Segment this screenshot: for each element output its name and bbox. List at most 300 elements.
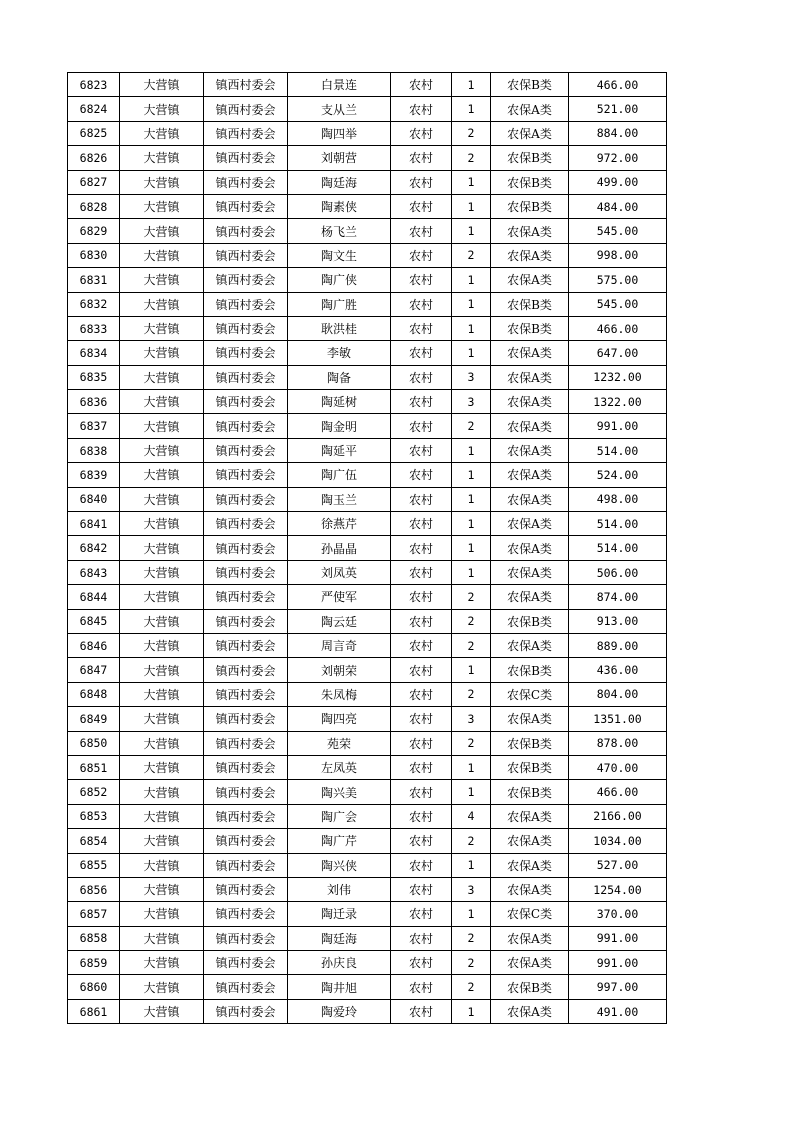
person-count-cell: 1 (452, 268, 491, 292)
town-cell: 大营镇 (120, 951, 204, 975)
table-row (68, 146, 667, 170)
insurance-class-cell: 农保A类 (491, 414, 569, 438)
person-count-cell: 2 (452, 609, 491, 633)
person-count-cell: 2 (452, 731, 491, 755)
household-type-cell: 农村 (391, 365, 452, 389)
town-cell: 大营镇 (120, 853, 204, 877)
amount-cell: 1322.00 (569, 390, 667, 414)
row-number: 6823 (68, 73, 120, 97)
village-cell: 镇西村委会 (204, 121, 288, 145)
household-type-cell: 农村 (391, 512, 452, 536)
table-row (68, 438, 667, 462)
person-count-cell: 1 (452, 658, 491, 682)
table-row (68, 292, 667, 316)
row-number: 6852 (68, 780, 120, 804)
town-cell: 大营镇 (120, 902, 204, 926)
name-cell: 陶玉兰 (288, 487, 391, 511)
insurance-class-cell: 农保B类 (491, 170, 569, 194)
row-number: 6825 (68, 121, 120, 145)
amount-cell: 370.00 (569, 902, 667, 926)
person-count-cell: 1 (452, 463, 491, 487)
town-cell: 大营镇 (120, 121, 204, 145)
household-type-cell: 农村 (391, 926, 452, 950)
table-row (68, 73, 667, 97)
table-row (68, 316, 667, 340)
person-count-cell: 1 (452, 487, 491, 511)
person-count-cell: 4 (452, 804, 491, 828)
village-cell: 镇西村委会 (204, 292, 288, 316)
amount-cell: 498.00 (569, 487, 667, 511)
village-cell: 镇西村委会 (204, 97, 288, 121)
village-cell: 镇西村委会 (204, 829, 288, 853)
row-number: 6848 (68, 682, 120, 706)
household-type-cell: 农村 (391, 341, 452, 365)
insurance-class-cell: 农保A类 (491, 633, 569, 657)
amount-cell: 484.00 (569, 194, 667, 218)
amount-cell: 514.00 (569, 438, 667, 462)
town-cell: 大营镇 (120, 292, 204, 316)
person-count-cell: 1 (452, 194, 491, 218)
row-number: 6830 (68, 243, 120, 267)
village-cell: 镇西村委会 (204, 316, 288, 340)
person-count-cell: 1 (452, 316, 491, 340)
amount-cell: 466.00 (569, 73, 667, 97)
person-count-cell: 1 (452, 780, 491, 804)
household-type-cell: 农村 (391, 902, 452, 926)
amount-cell: 575.00 (569, 268, 667, 292)
village-cell: 镇西村委会 (204, 707, 288, 731)
household-type-cell: 农村 (391, 707, 452, 731)
person-count-cell: 1 (452, 536, 491, 560)
amount-cell: 491.00 (569, 999, 667, 1023)
insurance-class-cell: 农保A类 (491, 243, 569, 267)
person-count-cell: 2 (452, 146, 491, 170)
amount-cell: 524.00 (569, 463, 667, 487)
insurance-class-cell: 农保B类 (491, 194, 569, 218)
town-cell: 大营镇 (120, 658, 204, 682)
insurance-class-cell: 农保A类 (491, 877, 569, 901)
name-cell: 陶四举 (288, 121, 391, 145)
insurance-class-cell: 农保C类 (491, 902, 569, 926)
insurance-class-cell: 农保A类 (491, 341, 569, 365)
name-cell: 陶廷海 (288, 926, 391, 950)
household-type-cell: 农村 (391, 73, 452, 97)
table-row (68, 975, 667, 999)
amount-cell: 889.00 (569, 633, 667, 657)
insurance-class-cell: 农保B类 (491, 146, 569, 170)
person-count-cell: 1 (452, 755, 491, 779)
town-cell: 大营镇 (120, 707, 204, 731)
village-cell: 镇西村委会 (204, 146, 288, 170)
amount-cell: 1351.00 (569, 707, 667, 731)
person-count-cell: 1 (452, 341, 491, 365)
amount-cell: 991.00 (569, 414, 667, 438)
household-type-cell: 农村 (391, 97, 452, 121)
insurance-class-cell: 农保A类 (491, 926, 569, 950)
person-count-cell: 2 (452, 121, 491, 145)
row-number: 6837 (68, 414, 120, 438)
name-cell: 陶爱玲 (288, 999, 391, 1023)
village-cell: 镇西村委会 (204, 170, 288, 194)
village-cell: 镇西村委会 (204, 609, 288, 633)
town-cell: 大营镇 (120, 194, 204, 218)
name-cell: 朱凤梅 (288, 682, 391, 706)
table-row (68, 243, 667, 267)
table-row (68, 560, 667, 584)
village-cell: 镇西村委会 (204, 268, 288, 292)
table-row (68, 536, 667, 560)
village-cell: 镇西村委会 (204, 999, 288, 1023)
town-cell: 大营镇 (120, 365, 204, 389)
village-cell: 镇西村委会 (204, 243, 288, 267)
table-row (68, 755, 667, 779)
amount-cell: 913.00 (569, 609, 667, 633)
town-cell: 大营镇 (120, 999, 204, 1023)
row-number: 6844 (68, 585, 120, 609)
village-cell: 镇西村委会 (204, 194, 288, 218)
person-count-cell: 1 (452, 219, 491, 243)
row-number: 6829 (68, 219, 120, 243)
name-cell: 刘朝营 (288, 146, 391, 170)
table-row (68, 390, 667, 414)
person-count-cell: 2 (452, 243, 491, 267)
household-type-cell: 农村 (391, 316, 452, 340)
row-number: 6836 (68, 390, 120, 414)
person-count-cell: 3 (452, 390, 491, 414)
table-row (68, 682, 667, 706)
row-number: 6857 (68, 902, 120, 926)
household-type-cell: 农村 (391, 536, 452, 560)
name-cell: 刘凤英 (288, 560, 391, 584)
row-number: 6826 (68, 146, 120, 170)
town-cell: 大营镇 (120, 463, 204, 487)
insurance-class-cell: 农保B类 (491, 658, 569, 682)
table-row (68, 219, 667, 243)
person-count-cell: 3 (452, 365, 491, 389)
amount-cell: 1232.00 (569, 365, 667, 389)
row-number: 6824 (68, 97, 120, 121)
village-cell: 镇西村委会 (204, 341, 288, 365)
amount-cell: 991.00 (569, 926, 667, 950)
town-cell: 大营镇 (120, 316, 204, 340)
name-cell: 陶广伍 (288, 463, 391, 487)
person-count-cell: 1 (452, 97, 491, 121)
table-row (68, 414, 667, 438)
name-cell: 陶广侠 (288, 268, 391, 292)
amount-cell: 884.00 (569, 121, 667, 145)
amount-cell: 545.00 (569, 292, 667, 316)
name-cell: 刘朝荣 (288, 658, 391, 682)
name-cell: 陶广胜 (288, 292, 391, 316)
name-cell: 陶四亮 (288, 707, 391, 731)
name-cell: 苑荣 (288, 731, 391, 755)
table-body (68, 73, 667, 1024)
household-type-cell: 农村 (391, 658, 452, 682)
table-row (68, 780, 667, 804)
insurance-class-cell: 农保A类 (491, 487, 569, 511)
table-row (68, 658, 667, 682)
village-cell: 镇西村委会 (204, 877, 288, 901)
town-cell: 大营镇 (120, 97, 204, 121)
row-number: 6843 (68, 560, 120, 584)
amount-cell: 972.00 (569, 146, 667, 170)
name-cell: 陶广会 (288, 804, 391, 828)
row-number: 6828 (68, 194, 120, 218)
row-number: 6834 (68, 341, 120, 365)
amount-cell: 545.00 (569, 219, 667, 243)
name-cell: 陶井旭 (288, 975, 391, 999)
name-cell: 陶兴侠 (288, 853, 391, 877)
amount-cell: 499.00 (569, 170, 667, 194)
table-row (68, 341, 667, 365)
row-number: 6833 (68, 316, 120, 340)
town-cell: 大营镇 (120, 633, 204, 657)
name-cell: 孙庆良 (288, 951, 391, 975)
table-row (68, 877, 667, 901)
amount-cell: 991.00 (569, 951, 667, 975)
town-cell: 大营镇 (120, 438, 204, 462)
town-cell: 大营镇 (120, 243, 204, 267)
table-row (68, 829, 667, 853)
row-number: 6839 (68, 463, 120, 487)
town-cell: 大营镇 (120, 682, 204, 706)
amount-cell: 1034.00 (569, 829, 667, 853)
amount-cell: 514.00 (569, 536, 667, 560)
household-type-cell: 农村 (391, 219, 452, 243)
insurance-class-cell: 农保A类 (491, 390, 569, 414)
village-cell: 镇西村委会 (204, 804, 288, 828)
table-row (68, 951, 667, 975)
household-type-cell: 农村 (391, 121, 452, 145)
name-cell: 左凤英 (288, 755, 391, 779)
person-count-cell: 2 (452, 585, 491, 609)
town-cell: 大营镇 (120, 560, 204, 584)
table-row (68, 585, 667, 609)
person-count-cell: 3 (452, 877, 491, 901)
household-type-cell: 农村 (391, 146, 452, 170)
household-type-cell: 农村 (391, 682, 452, 706)
name-cell: 陶兴美 (288, 780, 391, 804)
amount-cell: 506.00 (569, 560, 667, 584)
person-count-cell: 1 (452, 512, 491, 536)
name-cell: 陶文生 (288, 243, 391, 267)
person-count-cell: 2 (452, 829, 491, 853)
table-row (68, 731, 667, 755)
household-type-cell: 农村 (391, 487, 452, 511)
table-row (68, 512, 667, 536)
insurance-class-cell: 农保B类 (491, 609, 569, 633)
household-type-cell: 农村 (391, 804, 452, 828)
row-number: 6827 (68, 170, 120, 194)
row-number: 6845 (68, 609, 120, 633)
village-cell: 镇西村委会 (204, 902, 288, 926)
insurance-class-cell: 农保A类 (491, 951, 569, 975)
village-cell: 镇西村委会 (204, 853, 288, 877)
household-type-cell: 农村 (391, 829, 452, 853)
table-row (68, 268, 667, 292)
insurance-class-cell: 农保A类 (491, 804, 569, 828)
household-type-cell: 农村 (391, 463, 452, 487)
household-type-cell: 农村 (391, 999, 452, 1023)
village-cell: 镇西村委会 (204, 682, 288, 706)
village-cell: 镇西村委会 (204, 585, 288, 609)
beneficiary-table (67, 72, 667, 1024)
person-count-cell: 2 (452, 633, 491, 657)
town-cell: 大营镇 (120, 170, 204, 194)
village-cell: 镇西村委会 (204, 780, 288, 804)
insurance-class-cell: 农保B类 (491, 755, 569, 779)
amount-cell: 647.00 (569, 341, 667, 365)
name-cell: 杨飞兰 (288, 219, 391, 243)
name-cell: 陶云廷 (288, 609, 391, 633)
name-cell: 白景连 (288, 73, 391, 97)
insurance-class-cell: 农保A类 (491, 268, 569, 292)
insurance-class-cell: 农保B类 (491, 731, 569, 755)
name-cell: 支从兰 (288, 97, 391, 121)
row-number: 6831 (68, 268, 120, 292)
amount-cell: 878.00 (569, 731, 667, 755)
town-cell: 大营镇 (120, 341, 204, 365)
row-number: 6841 (68, 512, 120, 536)
amount-cell: 514.00 (569, 512, 667, 536)
amount-cell: 521.00 (569, 97, 667, 121)
insurance-class-cell: 农保A类 (491, 853, 569, 877)
village-cell: 镇西村委会 (204, 633, 288, 657)
row-number: 6861 (68, 999, 120, 1023)
row-number: 6842 (68, 536, 120, 560)
town-cell: 大营镇 (120, 609, 204, 633)
insurance-class-cell: 农保A类 (491, 999, 569, 1023)
row-number: 6856 (68, 877, 120, 901)
insurance-class-cell: 农保A类 (491, 512, 569, 536)
amount-cell: 997.00 (569, 975, 667, 999)
name-cell: 陶迁录 (288, 902, 391, 926)
name-cell: 陶廷海 (288, 170, 391, 194)
village-cell: 镇西村委会 (204, 414, 288, 438)
row-number: 6835 (68, 365, 120, 389)
person-count-cell: 2 (452, 926, 491, 950)
table-row (68, 609, 667, 633)
household-type-cell: 农村 (391, 585, 452, 609)
household-type-cell: 农村 (391, 755, 452, 779)
village-cell: 镇西村委会 (204, 365, 288, 389)
name-cell: 陶金明 (288, 414, 391, 438)
insurance-class-cell: 农保C类 (491, 682, 569, 706)
household-type-cell: 农村 (391, 292, 452, 316)
village-cell: 镇西村委会 (204, 438, 288, 462)
amount-cell: 804.00 (569, 682, 667, 706)
town-cell: 大营镇 (120, 414, 204, 438)
table-row (68, 194, 667, 218)
row-number: 6855 (68, 853, 120, 877)
village-cell: 镇西村委会 (204, 658, 288, 682)
amount-cell: 1254.00 (569, 877, 667, 901)
household-type-cell: 农村 (391, 243, 452, 267)
name-cell: 陶延树 (288, 390, 391, 414)
row-number: 6840 (68, 487, 120, 511)
insurance-class-cell: 农保A类 (491, 560, 569, 584)
village-cell: 镇西村委会 (204, 951, 288, 975)
row-number: 6846 (68, 633, 120, 657)
village-cell: 镇西村委会 (204, 926, 288, 950)
name-cell: 徐燕芹 (288, 512, 391, 536)
table-row (68, 853, 667, 877)
person-count-cell: 1 (452, 560, 491, 584)
household-type-cell: 农村 (391, 414, 452, 438)
town-cell: 大营镇 (120, 219, 204, 243)
town-cell: 大营镇 (120, 73, 204, 97)
insurance-class-cell: 农保A类 (491, 121, 569, 145)
name-cell: 陶备 (288, 365, 391, 389)
town-cell: 大营镇 (120, 536, 204, 560)
town-cell: 大营镇 (120, 487, 204, 511)
household-type-cell: 农村 (391, 390, 452, 414)
village-cell: 镇西村委会 (204, 536, 288, 560)
person-count-cell: 1 (452, 902, 491, 926)
household-type-cell: 农村 (391, 780, 452, 804)
row-number: 6860 (68, 975, 120, 999)
amount-cell: 466.00 (569, 780, 667, 804)
person-count-cell: 1 (452, 292, 491, 316)
person-count-cell: 1 (452, 999, 491, 1023)
row-number: 6858 (68, 926, 120, 950)
insurance-class-cell: 农保A类 (491, 707, 569, 731)
name-cell: 耿洪桂 (288, 316, 391, 340)
table-row (68, 707, 667, 731)
household-type-cell: 农村 (391, 194, 452, 218)
insurance-class-cell: 农保A类 (491, 463, 569, 487)
town-cell: 大营镇 (120, 146, 204, 170)
name-cell: 李敏 (288, 341, 391, 365)
amount-cell: 470.00 (569, 755, 667, 779)
name-cell: 孙晶晶 (288, 536, 391, 560)
household-type-cell: 农村 (391, 609, 452, 633)
table-row (68, 97, 667, 121)
person-count-cell: 3 (452, 707, 491, 731)
table-row (68, 804, 667, 828)
name-cell: 刘伟 (288, 877, 391, 901)
household-type-cell: 农村 (391, 877, 452, 901)
town-cell: 大营镇 (120, 926, 204, 950)
insurance-class-cell: 农保A类 (491, 438, 569, 462)
row-number: 6838 (68, 438, 120, 462)
village-cell: 镇西村委会 (204, 731, 288, 755)
table-row (68, 365, 667, 389)
table-row (68, 121, 667, 145)
village-cell: 镇西村委会 (204, 512, 288, 536)
row-number: 6849 (68, 707, 120, 731)
insurance-class-cell: 农保B类 (491, 73, 569, 97)
person-count-cell: 2 (452, 414, 491, 438)
village-cell: 镇西村委会 (204, 219, 288, 243)
row-number: 6854 (68, 829, 120, 853)
person-count-cell: 1 (452, 73, 491, 97)
insurance-class-cell: 农保A类 (491, 829, 569, 853)
town-cell: 大营镇 (120, 512, 204, 536)
person-count-cell: 1 (452, 438, 491, 462)
amount-cell: 527.00 (569, 853, 667, 877)
insurance-class-cell: 农保B类 (491, 316, 569, 340)
household-type-cell: 农村 (391, 560, 452, 584)
village-cell: 镇西村委会 (204, 463, 288, 487)
name-cell: 陶广芹 (288, 829, 391, 853)
town-cell: 大营镇 (120, 585, 204, 609)
village-cell: 镇西村委会 (204, 755, 288, 779)
table-row (68, 902, 667, 926)
row-number: 6851 (68, 755, 120, 779)
village-cell: 镇西村委会 (204, 390, 288, 414)
table-row (68, 463, 667, 487)
